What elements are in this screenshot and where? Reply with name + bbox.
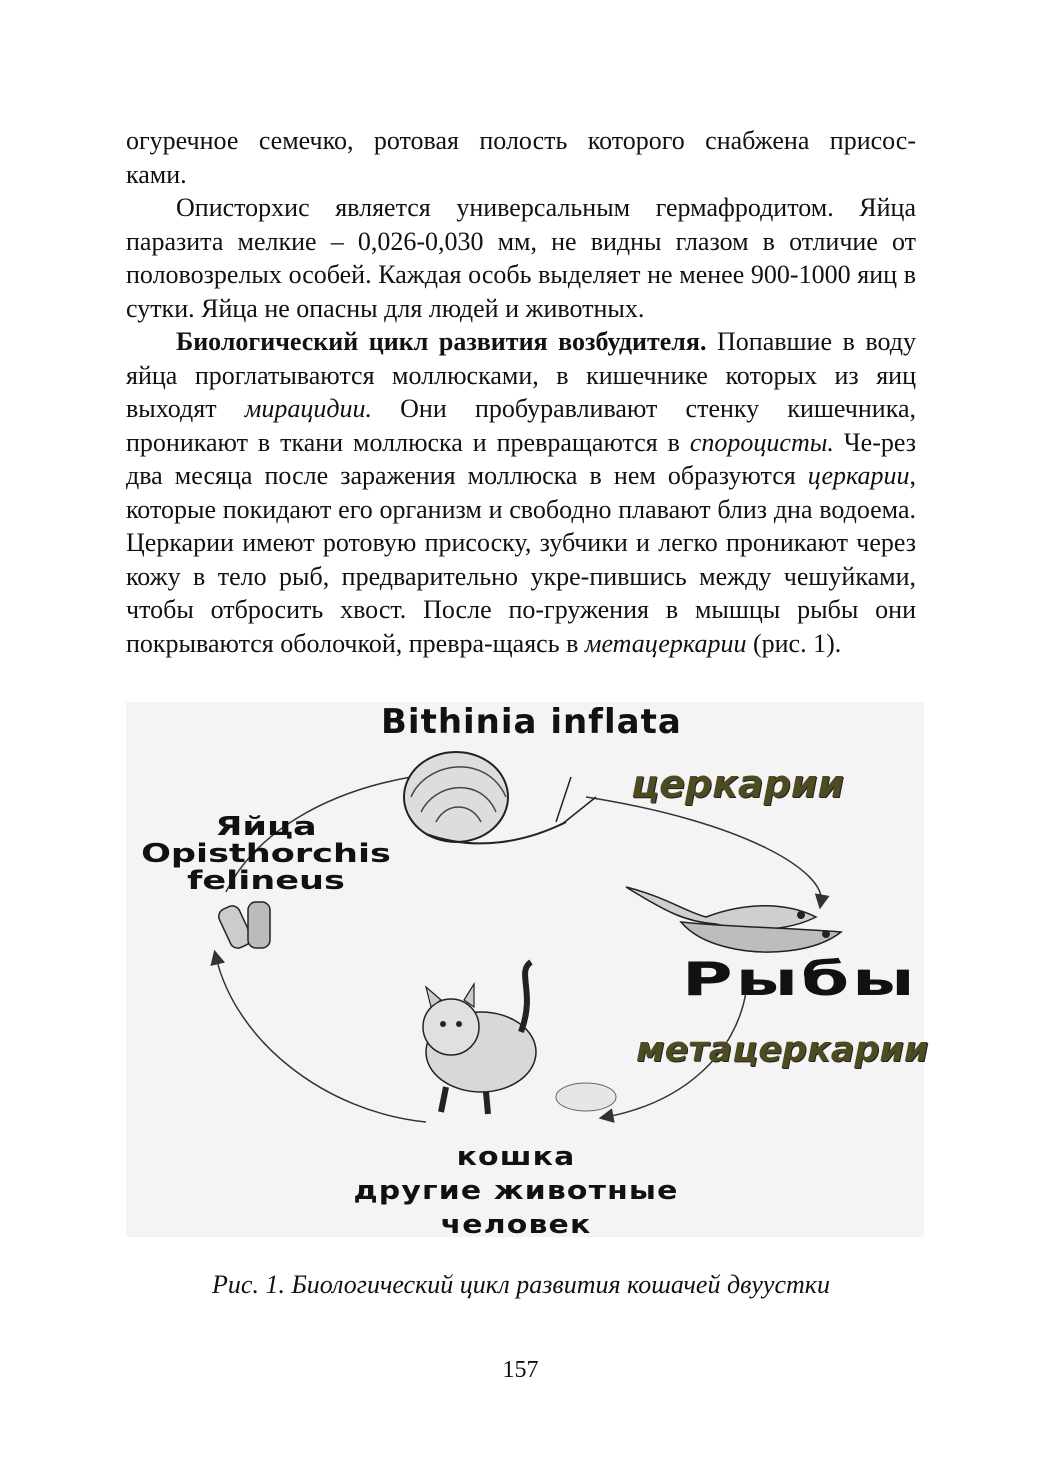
cycle-arrow-snail-to-fish <box>586 797 821 902</box>
fish-drawing <box>626 887 841 952</box>
fish-host-label: Рыбы <box>682 952 918 1006</box>
metacercariae-stage-label: метацеркарии <box>636 1030 929 1070</box>
term-sporocysts: спороцисты. <box>689 427 834 457</box>
term-cercariae: церкарии <box>807 461 910 490</box>
cat-drawing <box>423 962 616 1114</box>
life-cycle-figure <box>126 702 929 1240</box>
page-number: 157 <box>502 1357 539 1383</box>
section-heading: Биологический цикл развития возбудителя. <box>176 327 707 356</box>
term-miracidia: мирацидии. <box>244 394 372 423</box>
cycle-arrow-host-to-eggs <box>216 957 426 1122</box>
paragraph-1-line-1: огуречное семечко, ротовая полость которого снабжена присос- <box>126 126 916 155</box>
hosts-label-line-3: человек <box>440 1210 592 1240</box>
eggs-label-line-1: Яйца <box>215 812 317 842</box>
term-metacercariae: метацеркарии <box>584 628 747 658</box>
figure-caption: Рис. 1. Биологический цикл развития кошачей двуустки <box>212 1270 830 1299</box>
paragraph-3-text-c: Че-рез два месяца после заражения моллюска в нем образуются <box>126 427 916 490</box>
paragraph-2: Описторхис является универсальным гермафродитом. Яйца паразита мелкие – 0,026-0,030 мм, не видны глазом в отличие от половозрелых особей. Каждая особь выделяет не менее 900-1000 яиц в сутки. Яйца не опасны для людей и животных. <box>126 193 916 323</box>
paragraph-1-line-2: ками. <box>126 159 187 189</box>
paragraph-3 <box>126 325 916 660</box>
paragraph-1 <box>126 124 916 191</box>
eggs-label-line-2: Opisthorchis <box>141 839 391 869</box>
paragraph-3-text-a: Попавшие в воду яйца проглатываются моллюсками, в кишечнике которых из яиц выходят <box>126 327 917 423</box>
definitive-hosts-label <box>240 1140 792 1242</box>
cercariae-stage-label: церкарии <box>631 762 845 806</box>
hosts-label-line-2: другие животные <box>353 1176 679 1206</box>
hosts-label-line-1: кошка <box>456 1142 576 1172</box>
paragraph-3-text-d: , которые покидают его организм и свободно плавают близ дна водоема. Церкарии имеют ротовую присоску, зубчики и легко проникают через кожу в тело рыб, предварительно укре-пившись между чешуйками, чтобы отбросить хвост. После по-гружения в мышцы рыбы они покрываются оболочкой, превра-щаясь в <box>126 461 916 658</box>
paragraph-3-text-e: (рис. 1). <box>746 628 842 658</box>
body-text <box>126 124 916 660</box>
eggs-label-line-3: felineus <box>187 866 345 896</box>
eggs-label <box>43 814 489 895</box>
eggs-drawing <box>216 902 270 951</box>
paragraph-3-text-b: Они пробуравливают стенку кишечника, проникают в ткани моллюска и превращаются в <box>126 394 916 457</box>
snail-host-label: Bithinia inflata <box>381 702 682 742</box>
